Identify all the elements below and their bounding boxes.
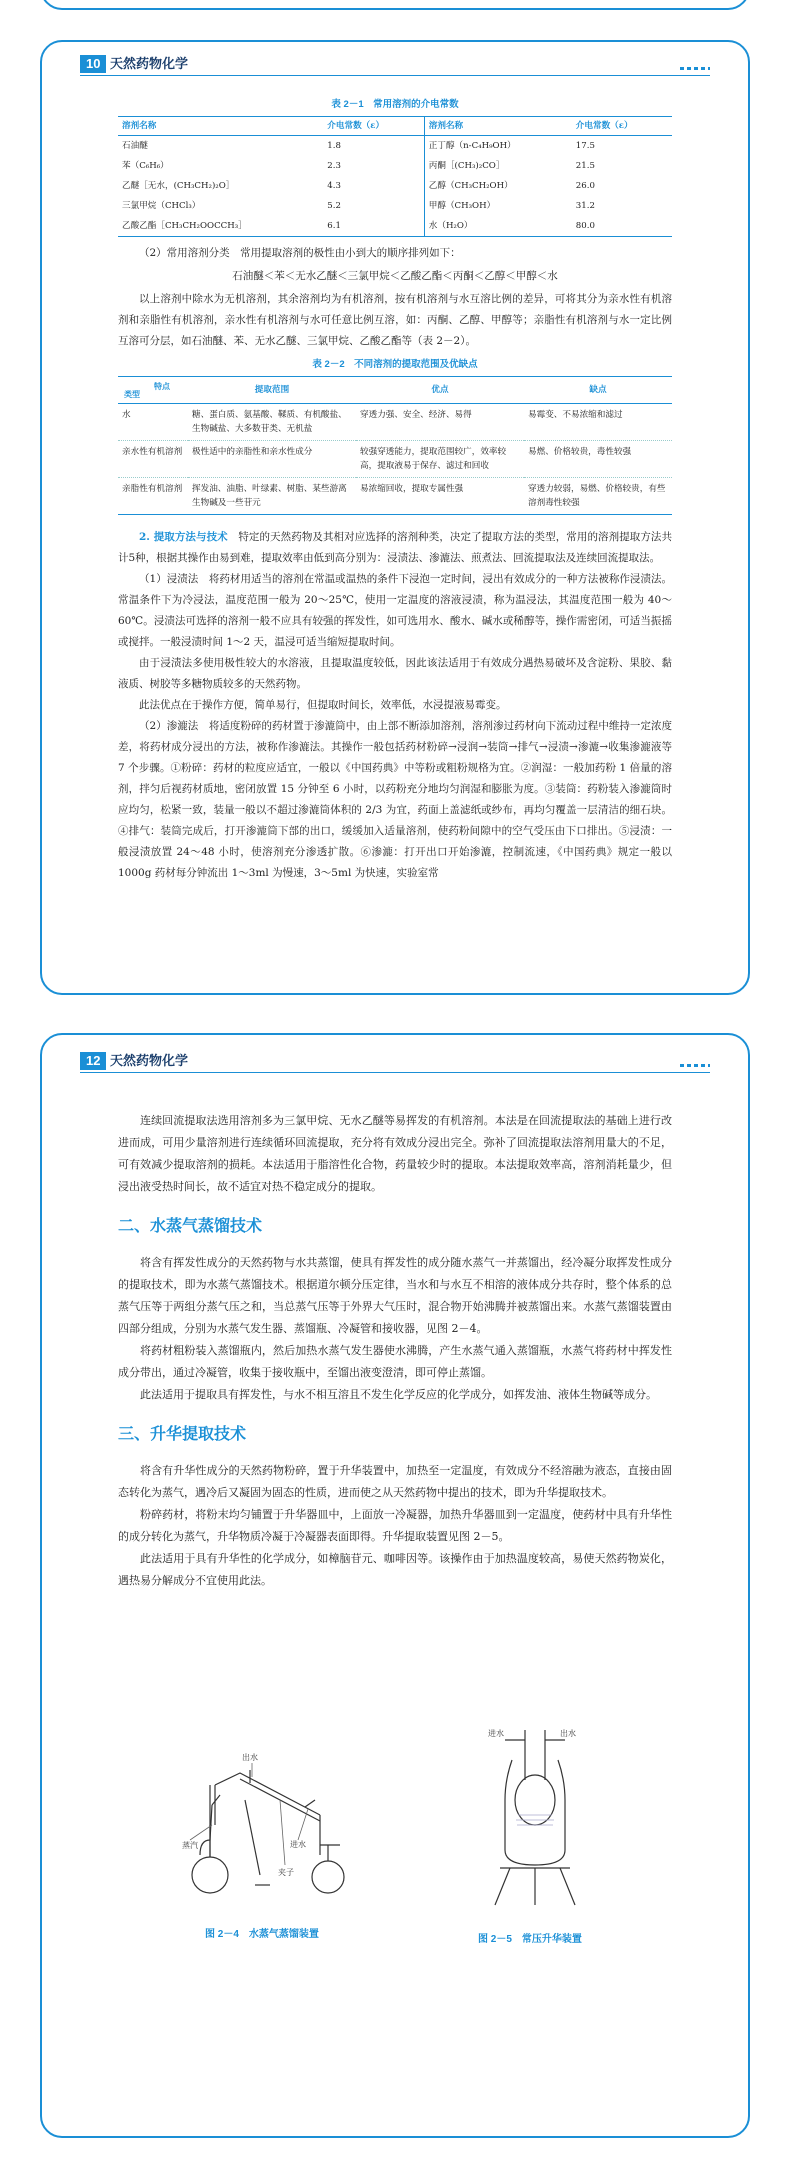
paragraph: 此法适用于具有升华性的化学成分，如樟脑苷元、咖啡因等。该操作由于加热温度较高，易使天然药物炭化，遇热易分解成分不宜使用此法。 bbox=[118, 1552, 672, 1587]
page-header bbox=[80, 1052, 710, 1073]
paragraph: 粉碎药材，将粉末均匀铺置于升华器皿中，上面放一冷凝器，加热升华器皿到一定温度，使药材中具有升华性的成分转化为蒸气，升华物质冷凝于冷凝器表面即得。升华提取装置见图 2－5。 bbox=[118, 1508, 672, 1543]
page-header bbox=[80, 55, 710, 76]
solvent-range-table bbox=[118, 376, 672, 515]
table1-header: 介电常数（ε） bbox=[323, 117, 424, 136]
figure-2-4-caption: 图 2－4 水蒸气蒸馏装置 bbox=[205, 1929, 319, 1940]
label-steam: 蒸汽 bbox=[182, 1841, 198, 1850]
table1-header: 溶剂名称 bbox=[424, 117, 572, 136]
header-dots bbox=[680, 67, 710, 70]
book-title: 天然药物化学 bbox=[110, 56, 189, 71]
table-cell: 6.1 bbox=[327, 221, 341, 231]
section-heading: 三、升华提取技术 bbox=[118, 1426, 247, 1443]
table-cell: 糖、蛋白质、氨基酸、鞣质、有机酸盐、生物碱盐、大多数苷类、无机盐 bbox=[188, 404, 356, 441]
header-dots bbox=[680, 1064, 710, 1067]
table2-header: 缺点 bbox=[524, 377, 672, 404]
polarity-order: 石油醚＜苯＜无水乙醚＜三氯甲烷＜乙酸乙酯＜丙酮＜乙醇＜甲醇＜水 bbox=[232, 270, 558, 282]
table-cell: 穿透力强、安全、经济、易得 bbox=[356, 404, 524, 441]
table-cell: 80.0 bbox=[575, 221, 595, 231]
paragraph: 连续回流提取法选用溶剂多为三氯甲烷、无水乙醚等易挥发的有机溶剂。本法是在回流提取法的基础上进行改进而成，可用少量溶剂进行连续循环回流提取，充分将有效成分浸出完全。弥补了回流提取法溶剂用量大的不足，可有效减少提取溶剂的损耗。本法适用于脂溶性化合物，药量较少时的提取。本法提取效率高，溶剂消耗量少，但浸出液受热时间长，故不适宜对热不稳定成分的提取。 bbox=[118, 1114, 672, 1193]
table2-caption: 表 2－2 不同溶剂的提取范围及优缺点 bbox=[312, 359, 478, 370]
table-row bbox=[118, 216, 672, 237]
table-cell: 26.0 bbox=[575, 181, 595, 191]
figure-2-5-caption: 图 2－5 常压升华装置 bbox=[478, 1934, 582, 1945]
sublimation-figure bbox=[470, 1720, 600, 1910]
table2-corner bbox=[118, 377, 188, 404]
paragraph: 由于浸渍法多使用极性较大的水溶液，且提取温度较低，因此该法适用于有效成分遇热易破坏及含淀粉、果胶、黏液质、树胶等多糖物质较多的天然药物。 bbox=[118, 657, 672, 690]
table-cell: 亲脂性有机溶剂 bbox=[122, 484, 183, 494]
table-cell: 乙醇（CH₃CH₂OH） bbox=[424, 176, 572, 196]
table-row bbox=[118, 176, 672, 196]
table-cell: 31.2 bbox=[575, 201, 595, 211]
table-cell: 水（H₂O） bbox=[424, 216, 572, 237]
table-cell: 1.8 bbox=[327, 141, 341, 151]
table-cell: 4.3 bbox=[327, 181, 341, 191]
paragraph: 将含有升华性成分的天然药物粉碎，置于升华装置中，加热至一定温度，有效成分不经溶融为液态，直接由固态转化为蒸气，遇冷后又凝固为固态的性质，进而使之从天然药物中提出的技术，即为升华提取技术。 bbox=[118, 1464, 672, 1499]
table-cell: 丙酮［(CH₃)₂CO］ bbox=[424, 156, 572, 176]
table-cell: 挥发油、油脂、叶绿素、树脂、某些游离生物碱及一些苷元 bbox=[192, 484, 347, 508]
table-cell: 5.2 bbox=[327, 201, 341, 211]
paragraph: 以上溶剂中除水为无机溶剂，其余溶剂均为有机溶剂，按有机溶剂与水互溶比例的差异，可将其分为亲水性有机溶剂和亲脂性有机溶剂，亲水性有机溶剂与水可任意比例互溶，如：丙酮、乙醇、甲醇等；亲脂性有机溶剂与水一定比例互溶可分层，如石油醚、苯、无水乙醚、三氯甲烷、乙酸乙酯等（表 2－2）。 bbox=[118, 293, 672, 347]
label-water-out: 出水 bbox=[560, 1729, 576, 1738]
table-cell: 21.5 bbox=[575, 161, 595, 171]
page1-content bbox=[118, 98, 672, 884]
table-row bbox=[118, 156, 672, 176]
table-cell: 2.3 bbox=[327, 161, 341, 171]
table1-header: 溶剂名称 bbox=[118, 117, 323, 136]
paragraph bbox=[118, 527, 672, 569]
table-cell: 水 bbox=[118, 404, 188, 441]
page-number: 12 bbox=[80, 1052, 106, 1070]
table-cell: 亲水性有机溶剂 bbox=[118, 441, 188, 478]
table-cell: 苯（C₆H₆） bbox=[122, 161, 169, 171]
section-subtitle: 2. 提取方法与技术 bbox=[139, 531, 228, 543]
corner-bottom-label: 类型 bbox=[124, 389, 140, 399]
table2-header: 优点 bbox=[356, 377, 524, 404]
table-cell: 较强穿透能力，提取范围较广，效率较高，提取液易于保存、滤过和回收 bbox=[356, 441, 524, 478]
paragraph: （1）浸渍法 将药材用适当的溶剂在常温或温热的条件下浸泡一定时间，浸出有效成分的一种方法被称作浸渍法。常温条件下为冷浸法，温度范围一般为 20～25℃，使用一定温度的溶液浸渍，称为温浸法，其温度范围一般为 40～60℃。浸渍法可选择的溶剂一般不应具有较强的挥发性，如可选用水、酸水、碱水或稀醇等，操作需密闭，可适当振摇或搅拌。一般浸渍时间 1～2 天，温浸可适当缩短提取时间。 bbox=[118, 573, 672, 648]
table-cell: 极性适中的亲脂性和亲水性成分 bbox=[188, 441, 356, 478]
table-cell: 易浓缩回收，提取专属性强 bbox=[360, 484, 464, 494]
book-title: 天然药物化学 bbox=[110, 1053, 189, 1068]
section-heading: 二、水蒸气蒸馏技术 bbox=[118, 1218, 263, 1235]
steam-distillation-figure bbox=[180, 1745, 380, 1905]
table-cell: 17.5 bbox=[575, 141, 595, 151]
table-cell: 石油醚 bbox=[122, 141, 148, 151]
label-water-out: 出水 bbox=[242, 1753, 258, 1762]
table-cell: 正丁醇（n-C₄H₉OH） bbox=[424, 136, 572, 157]
table-row bbox=[118, 404, 672, 441]
paragraph: （2）常用溶剂分类 常用提取溶剂的极性由小到大的顺序排列如下： bbox=[139, 247, 461, 259]
table-row bbox=[118, 441, 672, 478]
table1-caption: 表 2－1 常用溶剂的介电常数 bbox=[331, 99, 459, 110]
dielectric-table bbox=[118, 116, 672, 237]
label-water-in: 进水 bbox=[488, 1729, 504, 1738]
table-cell: 三氯甲烷（CHCl₃） bbox=[122, 201, 201, 211]
table1-header: 介电常数（ε） bbox=[572, 117, 672, 136]
page2-content bbox=[118, 1110, 672, 1592]
paragraph: 此法适用于提取具有挥发性，与水不相互溶且不发生化学反应的化学成分，如挥发油、液体生物碱等成分。 bbox=[140, 1388, 657, 1401]
paragraph: 将含有挥发性成分的天然药物与水共蒸馏，使具有挥发性的成分随水蒸气一并蒸馏出，经冷凝分取挥发性成分的提取技术，即为水蒸气蒸馏技术。根据道尔顿分压定律，当水和与水互不相溶的液体成分共存时，整个体系的总蒸气压等于两组分蒸气压之和，当总蒸气压等于外界大气压时，混合物开始沸腾并被蒸馏出来。水蒸气蒸馏装置由四部分组成，分别为水蒸气发生器、蒸馏瓶、冷凝管和接收器，见图 2－4。 bbox=[118, 1256, 672, 1335]
label-water-in: 进水 bbox=[290, 1840, 306, 1849]
table-cell: 穿透力较弱，易燃、价格较贵，有些溶剂毒性较强 bbox=[528, 484, 666, 508]
corner-top-label: 特点 bbox=[154, 381, 170, 391]
table-cell: 乙醚［无水，(CH₃CH₂)₂O］ bbox=[122, 181, 235, 191]
previous-page-card bbox=[40, 0, 750, 10]
table-cell: 甲醇（CH₃OH） bbox=[424, 196, 572, 216]
table-cell: 乙酸乙酯［CH₃CH₂OOCCH₃］ bbox=[122, 221, 247, 231]
table-row bbox=[118, 196, 672, 216]
paragraph: 此法优点在于操作方便，简单易行，但提取时间长，效率低，水浸提液易霉变。 bbox=[139, 699, 507, 711]
table-cell: 易燃、价格较贵，毒性较强 bbox=[524, 441, 672, 478]
section-body: 特定的天然药物及其相对应选择的溶剂种类，决定了提取方法的类型，常用的溶剂提取方法共计5种，根据其操作由易到难，提取效率由低到高分别为：浸渍法、渗漉法、煎煮法、回流提取法及连续回流提取法。 bbox=[118, 531, 673, 564]
table2-header: 提取范围 bbox=[188, 377, 356, 404]
page-number: 10 bbox=[80, 55, 106, 73]
paragraph: 将药材粗粉装入蒸馏瓶内，然后加热水蒸气发生器使水沸腾，产生水蒸气通入蒸馏瓶，水蒸气将药材中挥发性成分带出，通过冷凝管，收集于接收瓶中，至馏出液变澄清，即可停止蒸馏。 bbox=[118, 1344, 672, 1379]
label-clamp: 夹子 bbox=[278, 1868, 294, 1877]
paragraph: （2）渗漉法 将适度粉碎的药材置于渗漉筒中，由上部不断添加溶剂，溶剂渗过药材向下流动过程中维持一定浓度差，将药材成分浸出的方法，被称作渗漉法。其操作一般包括药材粉碎→浸润→装筒→排气→浸渍→渗漉→收集渗漉液等 7 个步骤。①粉碎：药材的粒度应适宜，一般以《中国药典》中等粉或粗粉规格为宜。②润湿：一般加药粉 1 倍量的溶剂，拌匀后视药材质地，密闭放置 15 分钟至 6 小时，以药粉充分地均匀润湿和膨胀为度。③装筒：药粉装入渗漉筒时应均匀，松紧一致，装量一般以不超过渗漉筒体积的 2/3 为宜，药面上盖滤纸或纱布，再均匀覆盖一层清洁的细石块。④排气：装筒完成后，打开渗漉筒下部的出口，缓缓加入适量溶剂，使药粉间隙中的空气受压由下口排出。⑤浸渍：一般浸渍放置 24～48 小时，使溶剂充分渗透扩散。⑥渗漉：打开出口开始渗漉，控制流速，《中国药典》规定一般以 1000g 药材每分钟流出 1～3ml 为慢速，3～5ml 为快速，实验室常 bbox=[118, 720, 672, 879]
table-row bbox=[118, 136, 672, 157]
table-row bbox=[118, 478, 672, 515]
table-cell: 易霉变、不易浓缩和滤过 bbox=[524, 404, 672, 441]
